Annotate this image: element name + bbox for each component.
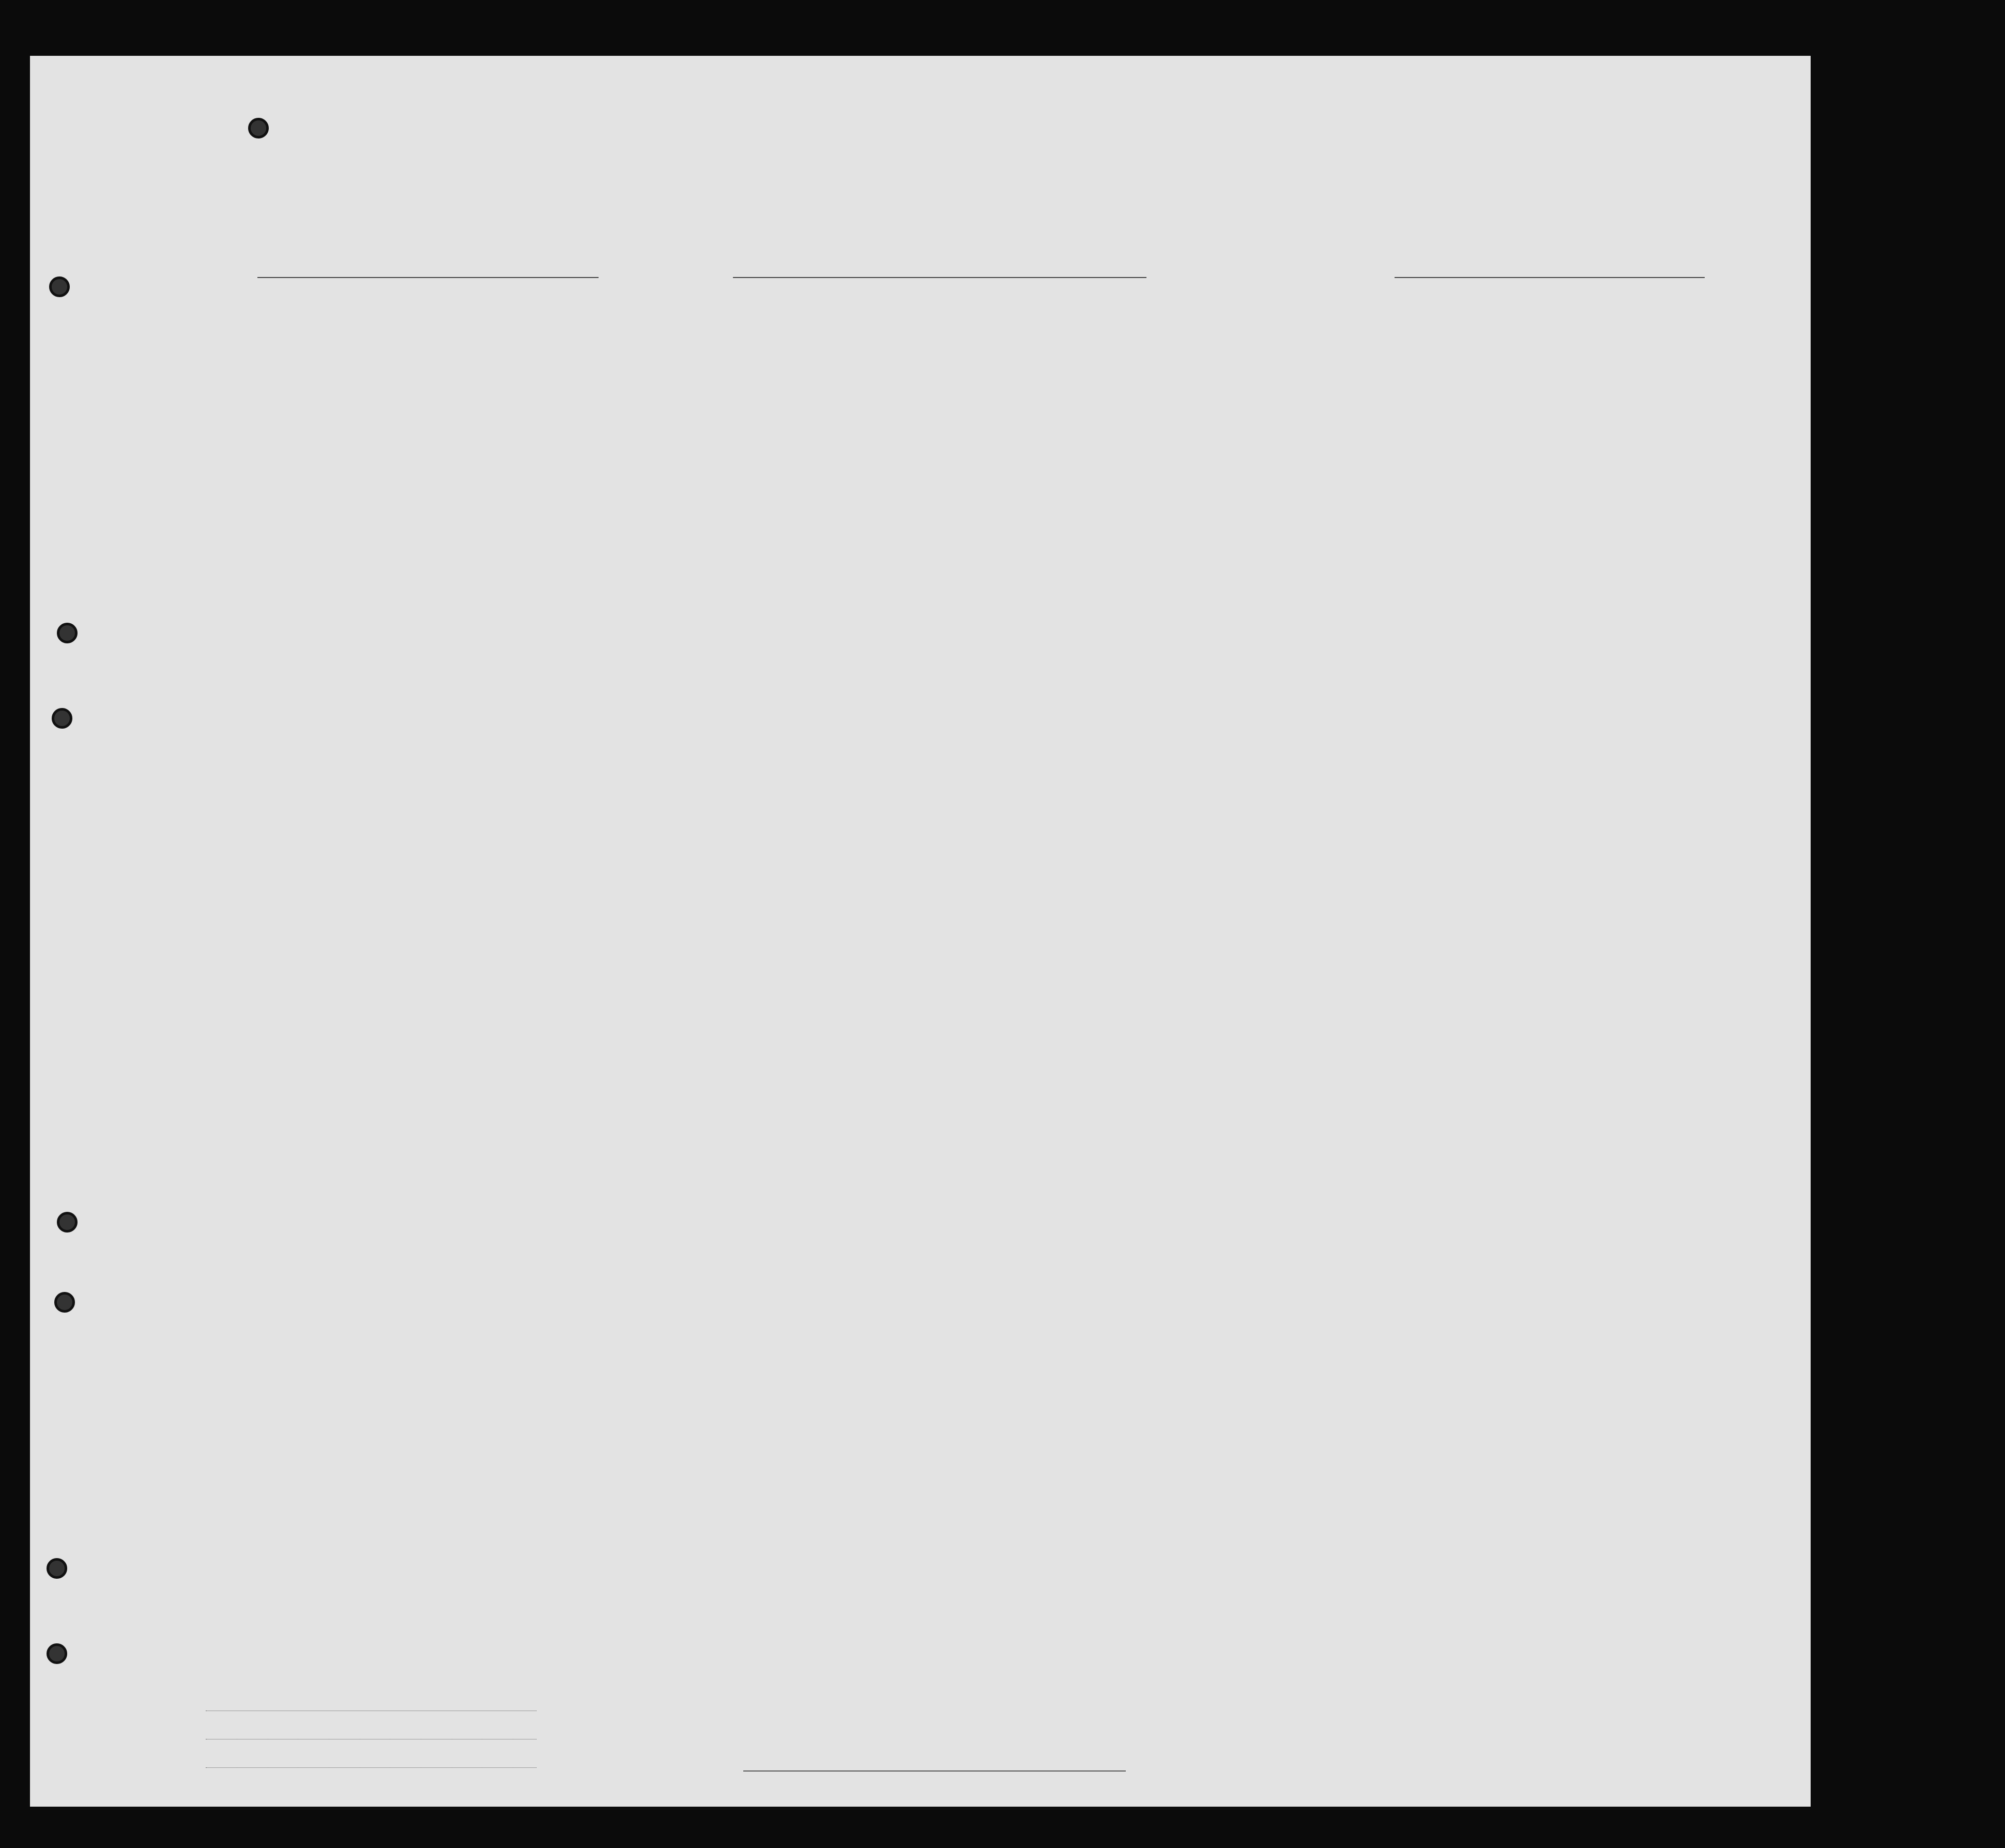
- punch-hole: [54, 1292, 75, 1313]
- punch-hole: [47, 1643, 67, 1664]
- punch-hole: [248, 118, 269, 138]
- punch-hole: [47, 1558, 67, 1579]
- check-marks-layer: [30, 56, 1811, 1807]
- punch-hole: [52, 708, 72, 729]
- punch-hole: [57, 623, 78, 643]
- punch-hole: [57, 1212, 78, 1233]
- punch-hole: [49, 276, 70, 297]
- line-underline: [206, 1711, 537, 1712]
- owners-underline: [206, 1739, 537, 1740]
- agents-underline: [206, 1767, 537, 1768]
- signature-line: [743, 1770, 1126, 1772]
- manifest-sheet: [30, 56, 1811, 1807]
